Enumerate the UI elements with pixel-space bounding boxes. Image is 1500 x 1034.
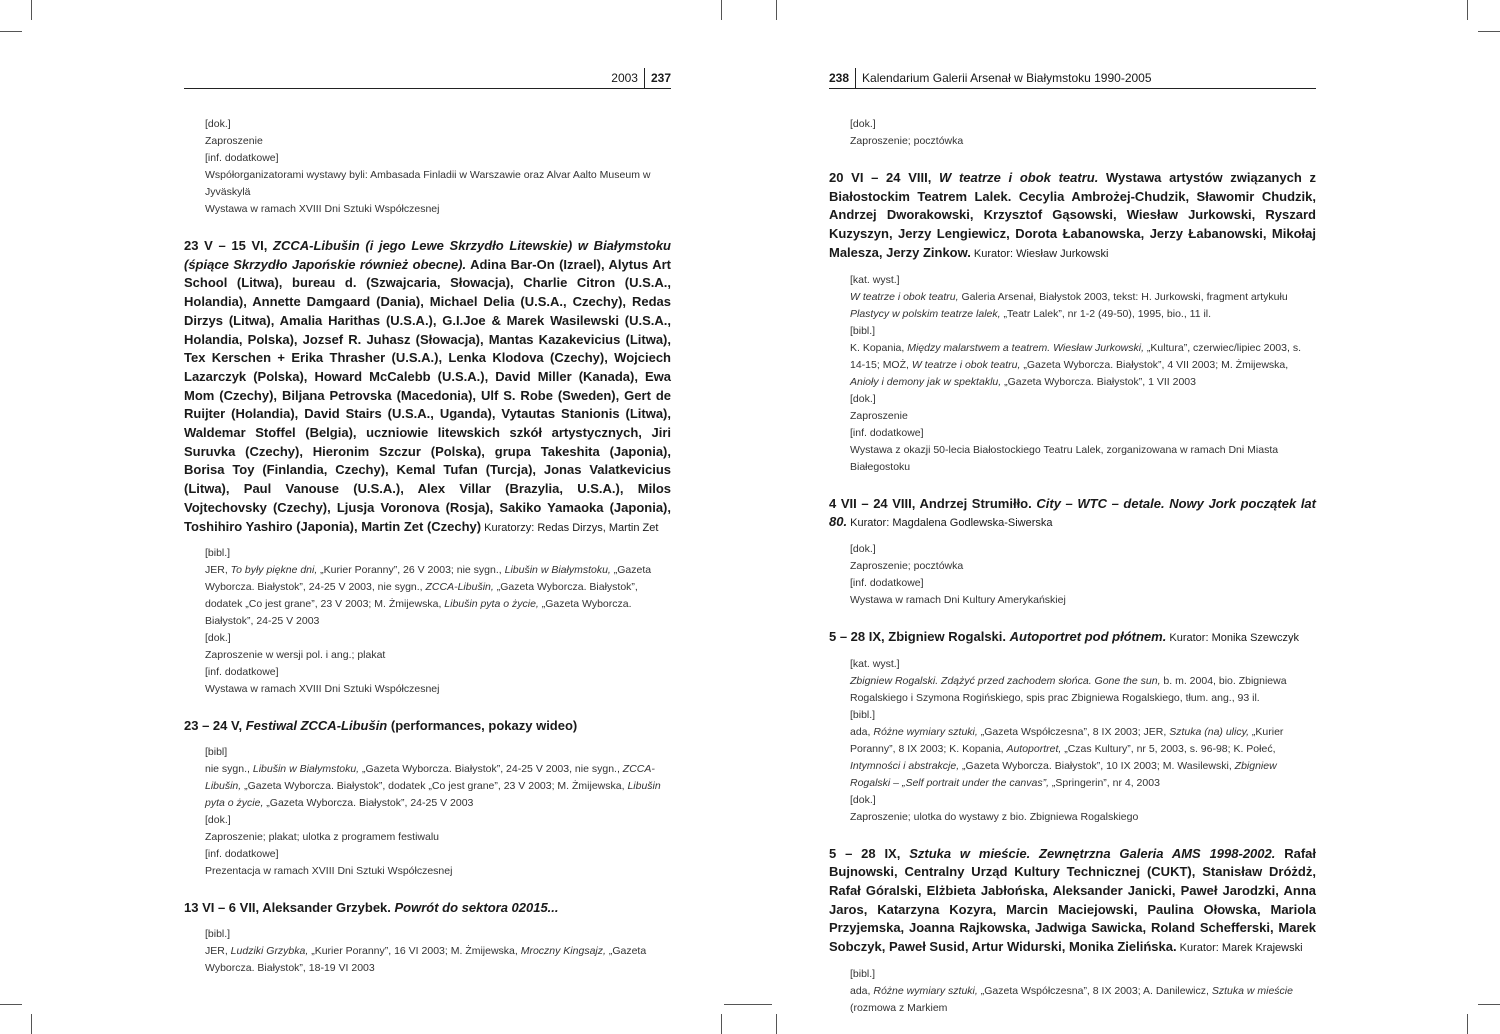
note-line bbox=[205, 562, 671, 630]
note-text: „Gazeta Współczesna”, 8 IX 2003; JER, bbox=[977, 725, 1170, 738]
running-head-separator bbox=[855, 68, 856, 88]
note-text: JER, bbox=[205, 944, 231, 957]
running-head-year: 2003 bbox=[611, 71, 638, 85]
notes-block bbox=[829, 656, 1316, 826]
note-line bbox=[205, 812, 671, 829]
crop-mark bbox=[1467, 0, 1468, 20]
crop-mark bbox=[776, 0, 777, 20]
note-text: [bibl.] bbox=[850, 708, 876, 721]
note-line bbox=[850, 272, 1316, 289]
cited-title: Sztuka w mieście bbox=[1211, 984, 1293, 997]
note-text: Wystawa w ramach XVIII Dni Sztuki Współczesnej bbox=[205, 203, 440, 215]
running-head-title: Kalendarium Galerii Arsenał w Białymstoku 1990-2005 bbox=[862, 71, 1152, 85]
exhibition-entry bbox=[829, 845, 1316, 958]
note-text: K. Kopania, bbox=[850, 341, 908, 354]
note-text: „Gazeta Współczesna”, 8 IX 2003; A. Danilewicz, bbox=[977, 984, 1212, 997]
note-text: [dok.] bbox=[205, 813, 231, 826]
note-line bbox=[850, 133, 1316, 150]
curator-credit: Kurator: Wiesław Jurkowski bbox=[970, 247, 1109, 260]
note-text: ada, bbox=[850, 725, 874, 738]
note-line bbox=[850, 656, 1316, 673]
note-line bbox=[205, 681, 671, 698]
notes-block bbox=[829, 272, 1316, 476]
curator-credit: Kurator: Magdalena Godlewska-Siwerska bbox=[847, 517, 1053, 530]
entry-text: 13 VI – 6 VII, Aleksander Grzybek. bbox=[184, 899, 395, 915]
note-text: Współorganizatorami wystawy byli: Ambasada Finladii w Warszawie oraz Alvar Aalto Museum w Jyväskylä bbox=[205, 169, 651, 198]
cited-title: Anioły i demony jak w spektaklu, bbox=[850, 375, 1002, 388]
curator-credit: Kuratorzy: Redas Dirzys, Martin Zet bbox=[481, 521, 659, 534]
cited-title: Autoportret, bbox=[1006, 742, 1062, 755]
crop-mark bbox=[1467, 1014, 1468, 1034]
curator-credit: Kurator: Monika Szewczyk bbox=[1166, 631, 1299, 644]
notes-block bbox=[184, 744, 671, 880]
note-line bbox=[850, 809, 1316, 826]
notes-block bbox=[184, 116, 671, 218]
cited-title: Zbigniew Rogalski. Zdążyć przed zachodem słońca. Gone the sun, bbox=[850, 674, 1161, 687]
note-text: [kat. wyst.] bbox=[850, 657, 900, 670]
note-text: „Kurier Poranny”, 8 IX 2003; K. Kopania, bbox=[850, 725, 1284, 755]
note-line bbox=[205, 846, 671, 863]
spacer bbox=[829, 264, 1316, 272]
note-text: „Gazeta Wyborcza. Białystok”, 18-19 VI 2003 bbox=[205, 944, 647, 974]
spacer bbox=[829, 826, 1316, 845]
running-head bbox=[829, 68, 1316, 89]
note-line bbox=[850, 575, 1316, 592]
note-text: „Gazeta Wyborcza. Białystok”, dodatek „Co jest grane”, 23 V 2003; M. Żmijewska, bbox=[241, 779, 628, 792]
crop-mark bbox=[31, 0, 32, 20]
exhibition-entry bbox=[829, 628, 1316, 648]
cited-title: Libušin pyta o życie, bbox=[444, 598, 539, 611]
note-line bbox=[850, 391, 1316, 408]
exhibition-entry bbox=[829, 495, 1316, 533]
note-text: Prezentacja w ramach XVIII Dni Sztuki Współczesnej bbox=[205, 864, 453, 877]
note-line bbox=[850, 792, 1316, 809]
note-line bbox=[205, 829, 671, 846]
notes-block bbox=[829, 116, 1316, 150]
cited-title: ZCCA-Libušin, bbox=[205, 762, 655, 792]
note-line bbox=[205, 630, 671, 647]
spacer bbox=[184, 736, 671, 744]
curator-credit: Kurator: Marek Krajewski bbox=[1176, 942, 1303, 955]
note-text: Zaproszenie w wersji pol. i ang.; plakat bbox=[205, 649, 386, 662]
cited-title: Między malarstwem a teatrem. Wiesław Jurkowski, bbox=[907, 341, 1145, 354]
entry-text: 4 VII – 24 VIII, Andrzej Strumiłło. bbox=[829, 495, 1037, 511]
spacer bbox=[829, 533, 1316, 541]
exhibition-title: W teatrze i obok teatru. bbox=[939, 170, 1099, 185]
entry-text: Rafał Bujnowski, Centralny Urząd Kultury Technicznej (CUKT), Stanisław Dróżdż, Rafał Góralski, Elżbieta Jabłońska, Aleksander Janicki, Paweł Jarodzki, Anna Jaros, Katarzyna Kozyra, Marcin Maciejowski, Paulina Ołowska, Mariola Przyjemska, Joanna Rajkowska, Jadwiga Sawicka, Roland Schefferski, Marek Sobczyk, Paweł Susid, Artur Widurski, Monika Zielińska. bbox=[829, 845, 1316, 955]
spacer bbox=[184, 537, 671, 545]
note-text: [bibl.] bbox=[205, 927, 231, 940]
note-text: Wystawa w ramach XVIII Dni Sztuki Współczesnej bbox=[205, 683, 440, 696]
spacer bbox=[829, 609, 1316, 628]
exhibition-entry bbox=[829, 169, 1316, 264]
page-number: 237 bbox=[650, 71, 671, 85]
cited-title: Libušin pyta o życie, bbox=[205, 779, 661, 809]
note-text: Zaproszenie bbox=[205, 135, 263, 147]
note-line bbox=[205, 943, 671, 977]
note-text: [dok.] bbox=[205, 118, 231, 130]
notes-block bbox=[829, 541, 1316, 609]
note-text: Zaproszenie bbox=[850, 409, 908, 422]
entry-text: 5 – 28 IX, Zbigniew Rogalski. bbox=[829, 628, 1010, 644]
note-text: (rozmowa z Markiem bbox=[850, 1001, 948, 1014]
exhibition-entry bbox=[184, 717, 671, 736]
note-text: ada, bbox=[850, 984, 874, 997]
note-line bbox=[850, 558, 1316, 575]
note-text: „Kurier Poranny”, 26 V 2003; nie sygn., bbox=[317, 564, 505, 577]
running-head-separator bbox=[644, 68, 645, 88]
note-text: „Kultura”, czerwiec/lipiec 2003, s. 14-15; MOŻ, bbox=[850, 341, 1301, 371]
note-text: Zaproszenie; pocztówka bbox=[850, 135, 964, 147]
cited-title: Różne wymiary sztuki, bbox=[873, 725, 978, 738]
note-text: [kat. wyst.] bbox=[850, 273, 900, 286]
crop-mark bbox=[31, 1014, 32, 1034]
crop-mark bbox=[721, 1014, 722, 1034]
note-line bbox=[850, 116, 1316, 133]
crop-mark bbox=[721, 0, 722, 20]
note-text: „Gazeta Wyborcza. Białystok”, 1 VII 2003 bbox=[1001, 375, 1196, 388]
note-line bbox=[850, 966, 1316, 983]
note-text: [bibl.] bbox=[850, 324, 876, 337]
note-line bbox=[850, 425, 1316, 442]
cited-title: Libušin w Białymstoku, bbox=[504, 564, 611, 577]
note-text: [bibl.] bbox=[850, 967, 876, 980]
note-line bbox=[205, 863, 671, 880]
entry-text: 23 V – 15 VI, bbox=[184, 238, 274, 253]
note-text: [inf. dodatkowe] bbox=[850, 426, 924, 439]
entry-text: 5 – 28 IX, bbox=[829, 845, 910, 861]
note-text: [bibl] bbox=[205, 745, 228, 758]
note-text: „Kurier Poranny”, 16 VI 2003; M. Żmijewska, bbox=[308, 944, 521, 957]
note-text: „Gazeta Wyborcza. Białystok”, 24-25 V 2003 bbox=[205, 598, 632, 628]
note-text: „Gazeta Wyborcza. Białystok”, 4 VII 2003; M. Żmijewska, bbox=[1020, 358, 1289, 371]
cited-title: Plastycy w polskim teatrze lalek, bbox=[850, 307, 1001, 320]
note-text: nie sygn., bbox=[205, 762, 253, 775]
spacer bbox=[829, 958, 1316, 966]
entry-text: (performances, pokazy wideo) bbox=[387, 718, 578, 734]
page-content bbox=[829, 89, 1316, 1017]
note-text: Zaproszenie; ulotka do wystawy z bio. Zbigniewa Rogalskiego bbox=[850, 810, 1139, 823]
page-content bbox=[184, 89, 671, 977]
exhibition-title: Sztuka w mieście. Zewnętrzna Galeria AMS 1998-2002. bbox=[909, 845, 1276, 861]
crop-mark bbox=[0, 31, 22, 32]
note-line bbox=[205, 116, 671, 133]
crop-mark bbox=[0, 1004, 22, 1005]
note-text: [inf. dodatkowe] bbox=[850, 576, 924, 589]
note-text: [dok.] bbox=[205, 632, 231, 645]
exhibition-title: City – WTC – detale. Nowy Jork początek lat 80. bbox=[829, 495, 1316, 530]
note-line bbox=[205, 201, 671, 218]
note-line bbox=[850, 289, 1316, 323]
cited-title: Zbigniew Rogalski – „Self portrait under the canvas”, bbox=[850, 759, 1277, 789]
note-text: Wystawa w ramach Dni Kultury Amerykańskiej bbox=[850, 593, 1066, 606]
note-line bbox=[850, 724, 1316, 792]
note-text: „Gazeta Wyborcza. Białystok”, 10 IX 2003; M. Wasilewski, bbox=[959, 759, 1235, 772]
note-line bbox=[850, 323, 1316, 340]
note-line bbox=[205, 926, 671, 943]
note-text: „Gazeta Wyborcza. Białystok”, dodatek „Co jest grane”, 23 V 2003; M. Żmijewska, bbox=[205, 581, 638, 611]
notes-block bbox=[184, 545, 671, 698]
note-text: [inf. dodatkowe] bbox=[205, 152, 279, 164]
cited-title: Libušin w Białymstoku, bbox=[252, 762, 360, 775]
cited-title: W teatrze i obok teatru, bbox=[911, 358, 1021, 371]
cited-title: Sztuka (na) ulicy, bbox=[1169, 725, 1249, 738]
note-text: [dok.] bbox=[850, 542, 876, 555]
exhibition-title: Festiwal ZCCA-Libušin bbox=[245, 718, 388, 734]
note-line bbox=[205, 744, 671, 761]
crop-mark bbox=[1478, 31, 1500, 32]
note-text: b. m. 2004, bio. Zbigniewa Rogalskiego i Szymona Rogińskiego, spis prac Zbigniewa Rogalskiego, tłum. ang., 93 il. bbox=[850, 674, 1287, 704]
note-text: Galeria Arsenał, Białystok 2003, tekst: H. Jurkowski, fragment artykułu bbox=[958, 290, 1288, 303]
note-text: [inf. dodatkowe] bbox=[205, 847, 279, 860]
cited-title: To były piękne dni, bbox=[230, 564, 318, 577]
notes-block bbox=[829, 966, 1316, 1017]
entry-text: Adina Bar-On (Izrael), Alytus Art School (Litwa), bureau d. (Szwajcaria, Słowacja), Charlie Citron (U.S.A., Holandia), Annette Damgaard (Dania), Michael Delia (U.S.A., Czechy), Redas Dirzys (Litwa), Amalia Harithas (U.S.A.), G.I.Joe & Marek Wasilewski (U.S.A., Holandia, Polska), Jozsef R. Juhasz (Słowacja), Mantas Kazakevicius (Litwa), Tex Kerschen + Erika Thrasher (U.S.A.), Lenka Klodova (Czechy), Wojciech Lazarczyk (Polska), Howard McCalebb (U.S.A.), David Miller (Kanada), Ewa Mom (Czechy), Biljana Petrovska (Macedonia), Ulf S. Robe (Sweden), Gert de Ruijter (Holandia), David Stairs (U.S.A., Uganda), Vytautas Stanionis (Litwa), Waldemar Stoffel (Belgia), uczniowie litewskich szkół artystycznych, Jiri Suruvka (Czechy), Hieronim Szczur (Polska), grupa Takeshita (Japonia), Borisa Toy (Finlandia, Czechy), Kemal Tufan (Turcja), Jonas Valatkevicius (Litwa), Paul Vanouse (U.S.A.), Alex Villar (Brazylia, U.S.A.), Milos Vojtechovsky (Czechy), Ljusja Voronova (Rosja), Sakiko Yamaoka (Japonia), Toshihiro Yashiro (Japonia), Martin Zet (Czechy) bbox=[184, 256, 671, 534]
note-line bbox=[205, 647, 671, 664]
spacer bbox=[184, 218, 671, 237]
cited-title: Różne wymiary sztuki, bbox=[873, 984, 978, 997]
notes-block bbox=[184, 926, 671, 977]
note-text: Zaproszenie; plakat; ulotka z programem festiwalu bbox=[205, 830, 440, 843]
cited-title: Ludziki Grzybka, bbox=[230, 944, 309, 957]
note-text: „Gazeta Wyborcza. Białystok”, 24-25 V 2003 bbox=[263, 796, 474, 809]
entry-text: 23 – 24 V, bbox=[184, 718, 246, 734]
spacer bbox=[829, 648, 1316, 656]
exhibition-title: ZCCA-Libušin (i jego Lewe Skrzydło Litewskie) w Białymstoku (śpiące Skrzydło Japońskie również obecne). bbox=[184, 238, 671, 272]
note-line bbox=[850, 541, 1316, 558]
crop-mark bbox=[724, 1004, 772, 1005]
note-text: [bibl.] bbox=[205, 547, 231, 560]
spacer bbox=[829, 150, 1316, 169]
note-line bbox=[205, 133, 671, 150]
crop-mark bbox=[1478, 1004, 1500, 1005]
note-text: JER, bbox=[205, 564, 231, 577]
spacer bbox=[184, 698, 671, 717]
cited-title: ZCCA-Libušin, bbox=[425, 581, 494, 594]
entry-text: Wystawa artystów związanych z Białostockim Teatrem Lalek. Cecylia Ambrożej-Chudzik, Sławomir Chudzik, Andrzej Dworakowski, Krzysztof Gąsowski, Wiesław Jurkowski, Ryszard Kuzyszyn, Jerzy Lengiewicz, Dorota Łabanowska, Jerzy Łabanowski, Mikołaj Malesza, Jerzy Zinkow. bbox=[829, 170, 1316, 260]
note-line bbox=[850, 673, 1316, 707]
note-line bbox=[850, 707, 1316, 724]
note-text: [dok.] bbox=[850, 118, 876, 130]
note-line bbox=[850, 442, 1316, 476]
cited-title: W teatrze i obok teatru, bbox=[850, 290, 959, 303]
running-head bbox=[184, 68, 671, 89]
right-page bbox=[829, 68, 1316, 1017]
note-text: „Springerin”, nr 4, 2003 bbox=[1049, 776, 1160, 789]
note-text: [dok.] bbox=[850, 392, 876, 405]
note-line bbox=[850, 340, 1316, 391]
note-text: Zaproszenie; pocztówka bbox=[850, 559, 964, 572]
exhibition-entry bbox=[184, 237, 671, 537]
note-line bbox=[850, 592, 1316, 609]
spacer bbox=[829, 476, 1316, 495]
note-text: „Czas Kultury”, nr 5, 2003, s. 96-98; K. Połeć, bbox=[1061, 742, 1276, 755]
note-text: „Gazeta Wyborcza. Białystok”, 24-25 V 2003, nie sygn., bbox=[205, 564, 652, 594]
crop-mark bbox=[776, 1014, 777, 1034]
exhibition-entry bbox=[184, 899, 671, 918]
note-line bbox=[205, 150, 671, 167]
note-line bbox=[205, 167, 671, 201]
cited-title: Intymności i abstrakcje, bbox=[850, 759, 960, 772]
note-line bbox=[205, 545, 671, 562]
note-line bbox=[850, 408, 1316, 425]
note-line bbox=[850, 983, 1316, 1017]
note-text: Wystawa z okazji 50-lecia Białostockiego Teatru Lalek, zorganizowana w ramach Dni Miasta Białegostoku bbox=[850, 443, 1279, 473]
exhibition-title: Powrót do sektora 02015... bbox=[394, 899, 559, 915]
note-text: „Teatr Lalek”, nr 1-2 (49-50), 1995, bio., 11 il. bbox=[1000, 307, 1212, 320]
page-number: 238 bbox=[829, 71, 850, 85]
note-line bbox=[205, 761, 671, 812]
note-line bbox=[205, 664, 671, 681]
entry-text: 20 VI – 24 VIII, bbox=[829, 170, 939, 185]
note-text: [dok.] bbox=[850, 793, 876, 806]
cited-title: Mroczny Kingsajz, bbox=[520, 944, 606, 957]
spacer bbox=[184, 918, 671, 926]
left-page bbox=[184, 68, 671, 977]
note-text: „Gazeta Wyborcza. Białystok”, 24-25 V 2003, nie sygn., bbox=[359, 762, 623, 775]
exhibition-title: Autoportret pod płótnem. bbox=[1009, 628, 1167, 644]
note-text: [inf. dodatkowe] bbox=[205, 666, 279, 679]
spacer bbox=[184, 880, 671, 899]
